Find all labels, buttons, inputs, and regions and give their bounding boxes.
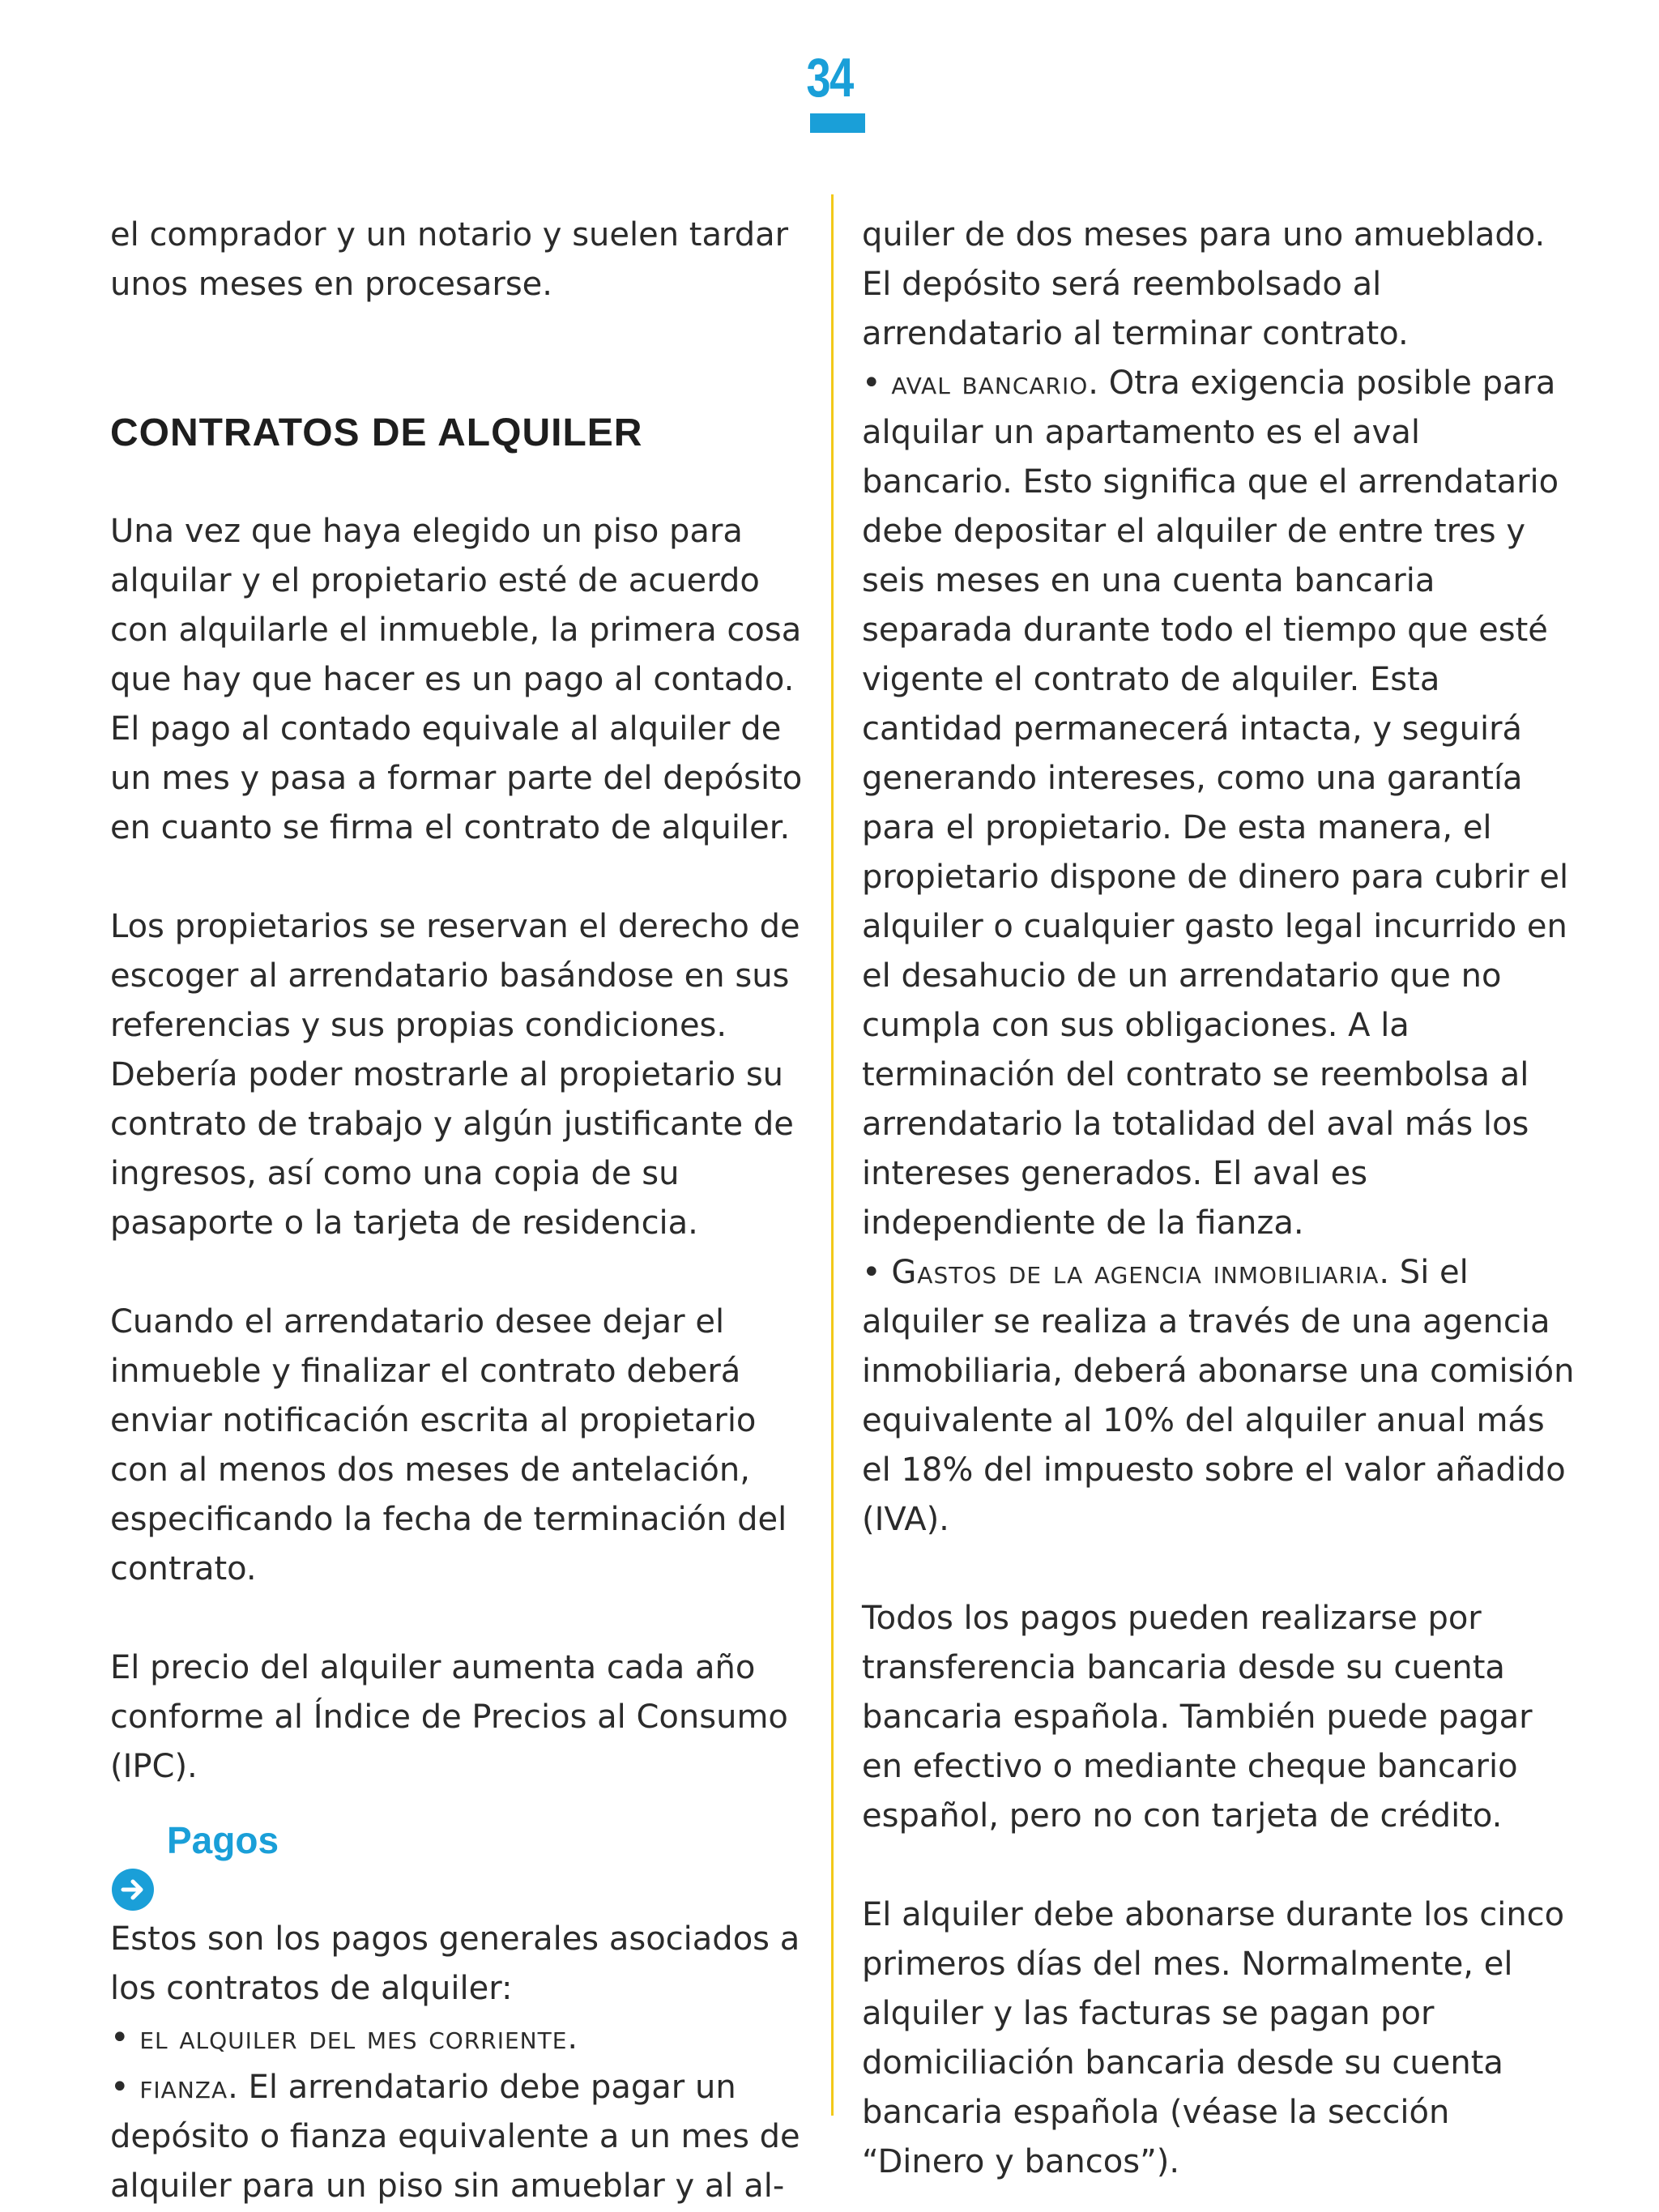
list-item-label: fianza	[139, 2069, 228, 2106]
bullet: •	[110, 2019, 130, 2056]
paragraph: el comprador y un notario y suelen tardar unos meses en procesarse.	[110, 216, 789, 303]
arrow-right-circle-icon	[112, 1869, 154, 1911]
bullet: •	[862, 364, 881, 402]
list-item-label: aval bancario	[891, 364, 1089, 402]
list-item-label: el alquiler del mes corriente.	[139, 2019, 579, 2056]
list-item-text: . Si el alquiler se realiza a través de una agencia inmobiliaria, deberá abonarse una comisión equivalente al 10% del alquiler anual más el 18% del impuesto sobre el valor añadido (IVA).	[862, 1254, 1575, 1538]
column-divider	[831, 194, 834, 2116]
paragraph: Una vez que haya elegido un piso para alquilar y el propietario esté de acuerdo con alquilarle el inmueble, la primera cosa que hay que hacer es un pago al contado. El pago al contado equivale al alquiler de un mes y pasa a formar parte del depósito en cuanto se firma el contrato de alquiler.	[110, 513, 803, 846]
paragraph: quiler de dos meses para uno amueblado. El depósito será reembolsado al arrendatario al terminar contrato.	[862, 216, 1546, 352]
paragraph: Estos son los pagos generales asociados a los contratos de alquiler:	[110, 1920, 800, 2007]
list-item	[862, 359, 1575, 1248]
paragraph: Cuando el arrendatario desee dejar el inmueble y finalizar el contrato deberá enviar notificación escrita al propietario con al menos dos meses de antelación, especificando la fecha de terminación del contrato.	[110, 1303, 787, 1588]
paragraph: Los propietarios se reservan el derecho de escoger al arrendatario basándose en sus referencias y sus propias condiciones. Debería poder mostrarle al propietario su contrato de trabajo y algún justificante de ingresos, así como una copia de su pasaporte o la tarjeta de residencia.	[110, 908, 800, 1242]
list-item	[862, 1248, 1575, 1545]
section-title: CONTRATOS DE ALQUILER	[110, 411, 643, 454]
bullet: •	[110, 2069, 130, 2106]
bullet: •	[862, 1254, 881, 1291]
page-number-bar	[810, 113, 865, 133]
list-item-label: Gastos de la agencia inmobiliaria	[891, 1254, 1380, 1291]
list-item	[110, 2014, 808, 2063]
subsection-title: Pagos	[167, 1819, 279, 1861]
list-item-text: . Otra exigencia posible para alquilar un apartamento es el aval bancario. Esto significa que el arrendatario debe depositar el alquiler de entre tres y seis meses en una cuenta bancaria separada durante todo el tiempo que esté vigente el contrato de alquiler. Esta cantidad permanecerá intacta, y seguirá generando intereses, como una garantía para el propietario. De esta manera, el propietario dispone de dinero para cubrir el alquiler o cualquier gasto legal incurrido en el desahucio de un arrendatario que no cumpla con sus obligaciones. A la terminación del contrato se reembolsa al arrendatario la totalidad del aval más los intereses generados. El aval es independiente de la fianza.	[862, 364, 1569, 1242]
list-item-text: . El arrendatario debe pagar un depósito o fianza equivalente a un mes de alquiler para un piso sin amueblar y al al-	[110, 2069, 800, 2205]
list-item	[110, 2063, 808, 2211]
paragraph: El precio del alquiler aumenta cada año conforme al Índice de Precios al Consumo (IPC).	[110, 1649, 788, 1785]
paragraph: Todos los pagos pueden realizarse por transferencia bancaria desde su cuenta bancaria española. También puede pagar en efectivo o mediante cheque bancario español, pero no con tarjeta de crédito.	[862, 1600, 1533, 1835]
page-number: 34	[806, 47, 853, 109]
paragraph: El alquiler debe abonarse durante los cinco primeros días del mes. Normalmente, el alquiler y las facturas se pagan por domiciliación bancaria desde su cuenta bancaria española (véase la sección “Dinero y bancos”).	[862, 1896, 1565, 2180]
left-column	[110, 211, 808, 2211]
right-column	[862, 211, 1575, 2187]
